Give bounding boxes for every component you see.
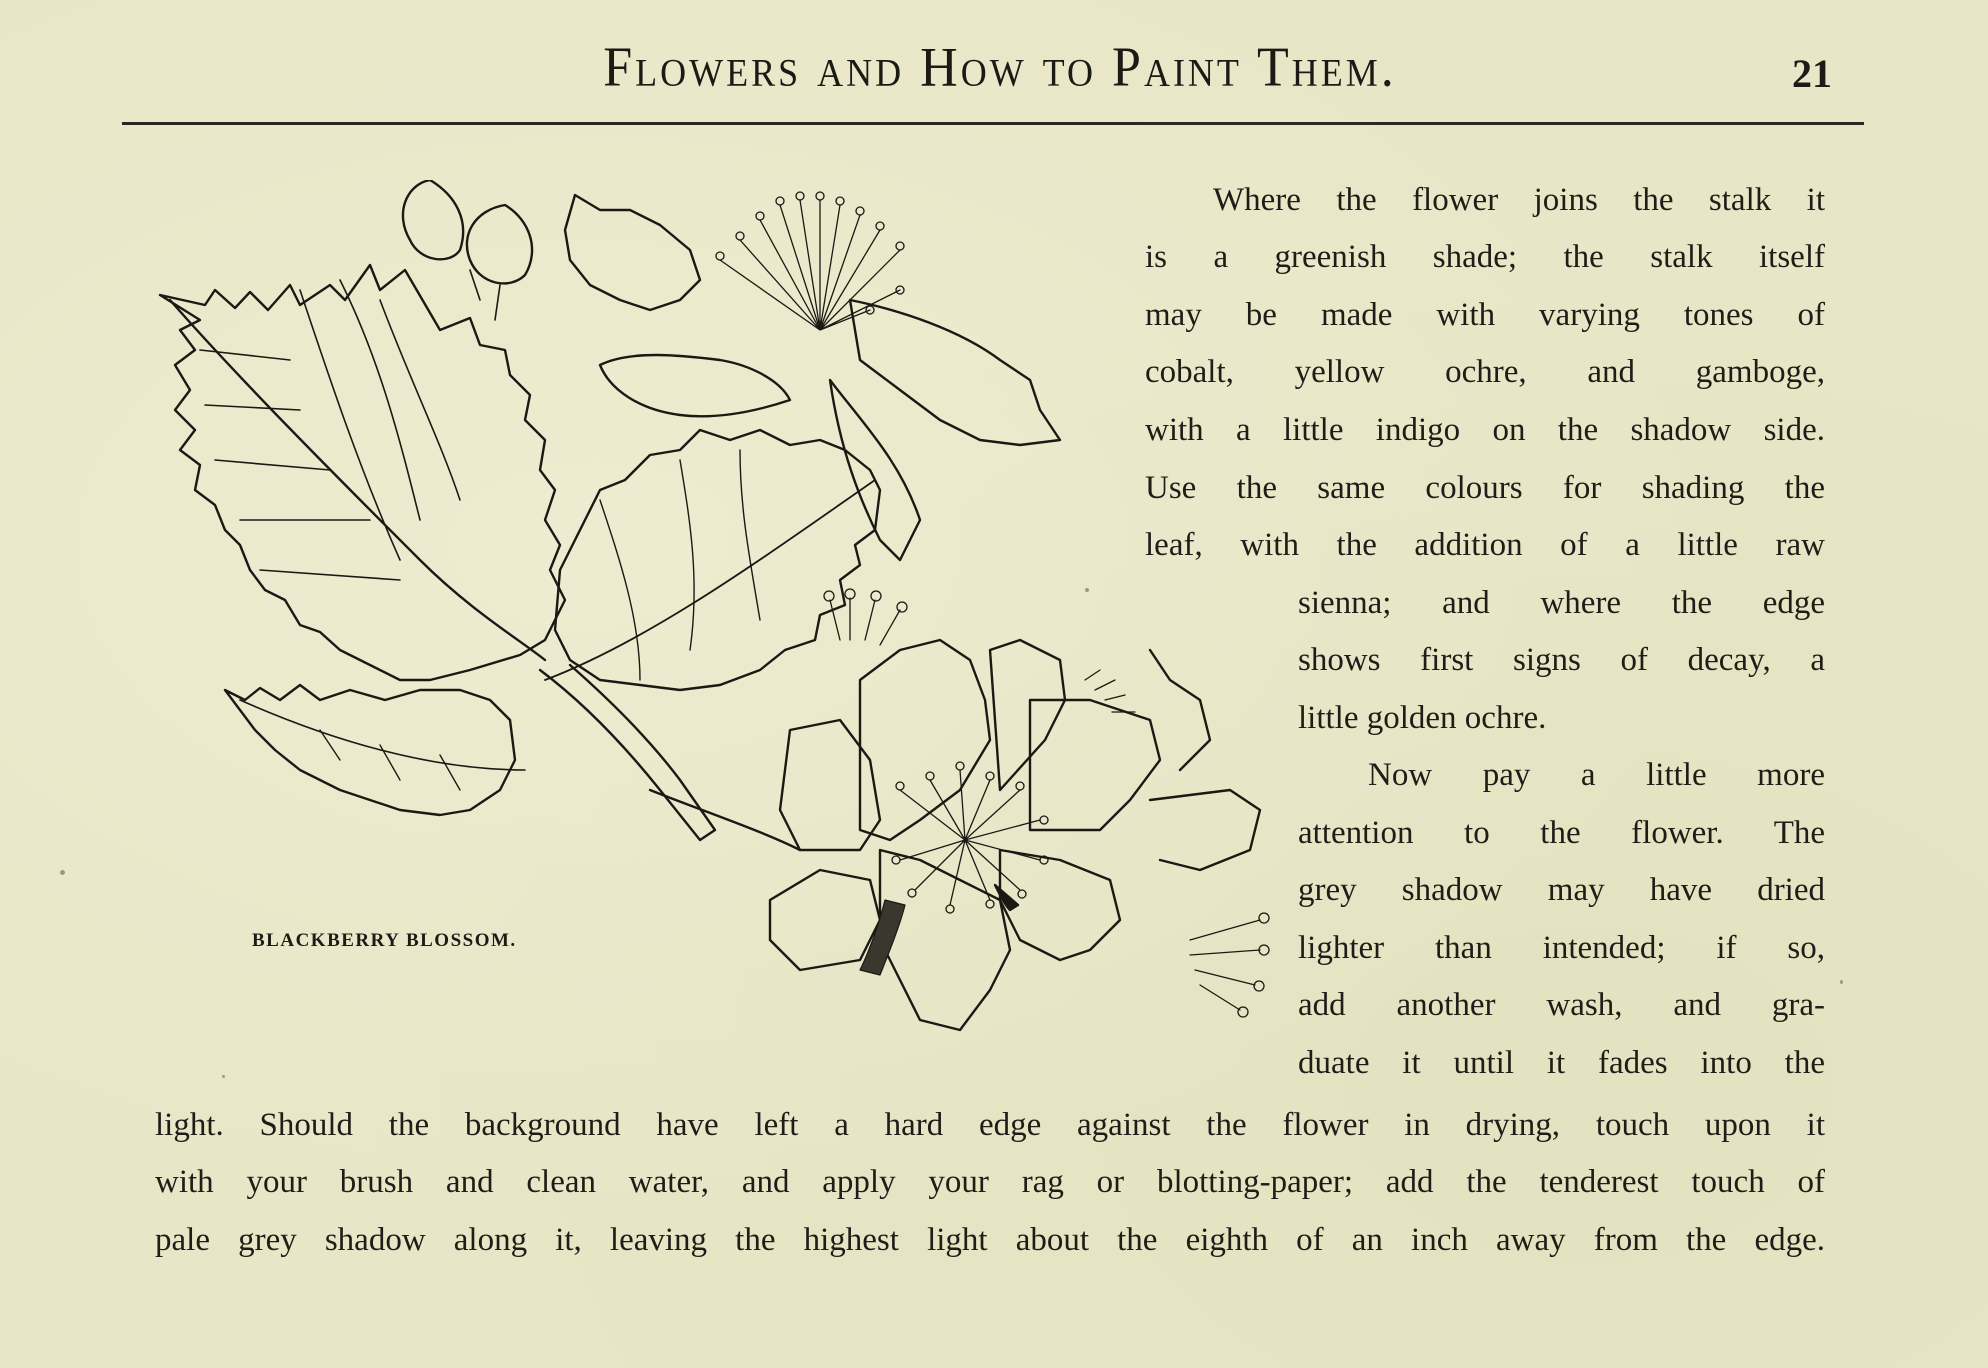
body-line: attention to the flower. The bbox=[1298, 815, 1825, 851]
header-rule bbox=[122, 122, 1864, 125]
body-line: with your brush and clean water, and apply your rag or blotting-paper; add the tenderest touch of bbox=[155, 1164, 1825, 1200]
blackberry-blossom-illustration bbox=[150, 180, 1280, 1060]
body-line: shows first signs of decay, a bbox=[1298, 642, 1825, 678]
top-flower-petal bbox=[830, 380, 920, 560]
paper-speck bbox=[222, 1075, 225, 1078]
body-line: duate it until it fades into the bbox=[1298, 1045, 1825, 1081]
lower-flower-petal bbox=[880, 850, 1010, 1030]
body-line: lighter than intended; if so, bbox=[1298, 930, 1825, 966]
body-line: with a little indigo on the shadow side. bbox=[1145, 412, 1825, 448]
paper-speck bbox=[60, 870, 65, 875]
body-line: grey shadow may have dried bbox=[1298, 872, 1825, 908]
top-flower-petal bbox=[600, 355, 790, 416]
leaf-lower-outline bbox=[225, 685, 515, 815]
stem bbox=[540, 665, 715, 840]
body-line: sienna; and where the edge bbox=[1298, 585, 1825, 621]
body-line: light. Should the background have left a hard edge against the flower in drying, touch upon it bbox=[155, 1107, 1825, 1143]
leaf-center-outline bbox=[555, 430, 880, 690]
lower-flower-petal bbox=[1030, 700, 1160, 830]
page-number: 21 bbox=[1792, 51, 1832, 96]
body-line: Use the same colours for shading the bbox=[1145, 470, 1825, 506]
paper-speck bbox=[1085, 588, 1089, 592]
body-line: cobalt, yellow ochre, and gamboge, bbox=[1145, 354, 1825, 390]
lower-flower bbox=[770, 589, 1269, 1030]
lower-flower-petal bbox=[770, 870, 880, 970]
body-line: pale grey shadow along it, leaving the highest light about the eighth of an inch away from the edge. bbox=[155, 1222, 1825, 1258]
paper-speck bbox=[1840, 980, 1843, 984]
body-line: Where the flower joins the stalk it bbox=[1213, 182, 1825, 218]
bud-2 bbox=[467, 205, 532, 283]
figure-caption: BLACKBERRY BLOSSOM. bbox=[252, 930, 517, 951]
top-flower-petal bbox=[850, 300, 1060, 445]
body-line: Now pay a little more bbox=[1368, 757, 1825, 793]
top-flower-petal bbox=[565, 195, 700, 310]
body-line: add another wash, and gra- bbox=[1298, 987, 1825, 1023]
top-flower-stamens bbox=[716, 192, 904, 330]
body-line: leaf, with the addition of a little raw bbox=[1145, 527, 1825, 563]
body-line: little golden ochre. bbox=[1298, 700, 1547, 736]
running-title: Flowers and How to Paint Them. bbox=[603, 36, 1397, 99]
body-line: may be made with varying tones of bbox=[1145, 297, 1825, 333]
lower-flower-petal bbox=[990, 640, 1065, 790]
bud-1 bbox=[403, 180, 463, 259]
leaf-left-outline bbox=[160, 265, 565, 680]
body-line: is a greenish shade; the stalk itself bbox=[1145, 239, 1825, 275]
